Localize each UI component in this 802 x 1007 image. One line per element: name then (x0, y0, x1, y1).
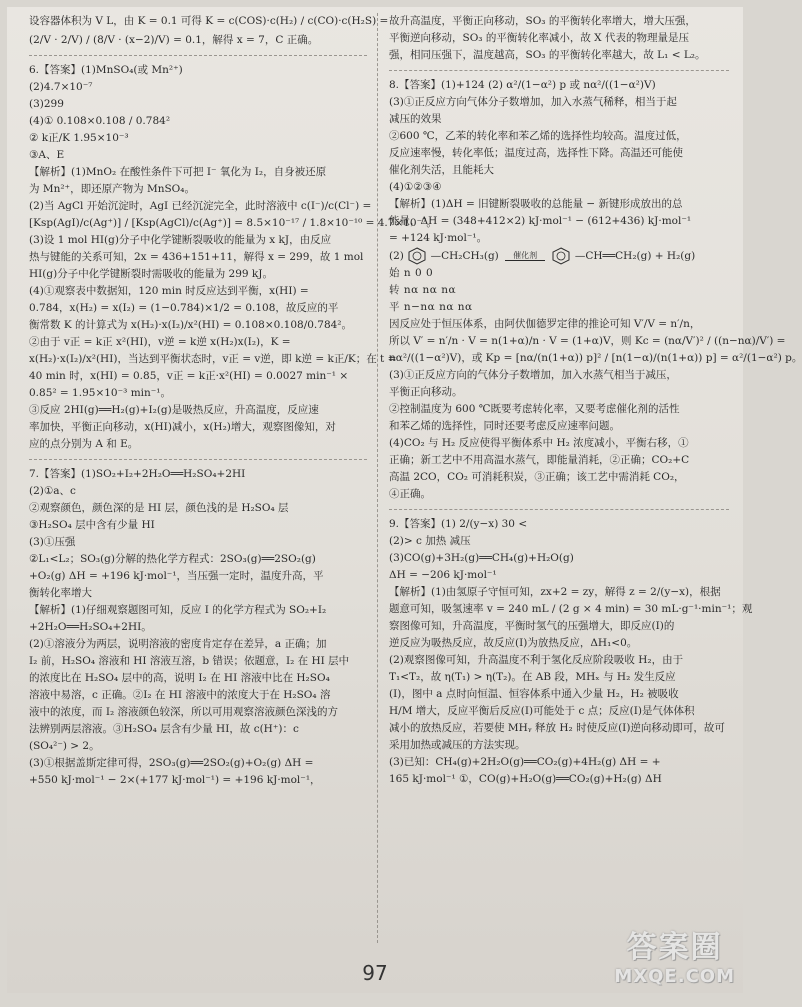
analysis-line: (4)CO₂ 与 H₂ 反应使得平衡体系中 H₂ 浓度减小，平衡右移，① (389, 437, 689, 449)
analysis-line: (2)①溶液分为两层，说明溶液的密度肯定存在差异，a 正确；加 (29, 638, 327, 650)
analysis-line: 的浓度比在 H₂SO₄ 层中的高，说明 I₂ 在 HI 溶液中比在 H₂SO₄ (29, 672, 330, 684)
analysis-line: (3)①根据盖斯定律可得，2SO₃(g)══2SO₂(g)+O₂(g) ΔH = (29, 757, 314, 769)
analysis-line: 40 min 时，x(HI) = 0.85，v正 = k正·x²(HI) = 0.0027 min⁻¹ × (29, 370, 349, 382)
analysis-line: 所以 V′ = n′/n · V = n(1+α)/n · V = (1+α)V，则 Kc = (nα/V′)² / ((n−nα)/V′) = (389, 335, 786, 347)
answer-line: ②600 ℃，乙苯的转化率和苯乙烯的选择性均较高。温度过低， (389, 130, 687, 142)
analysis-line: 165 kJ·mol⁻¹ ①，CO(g)+H₂O(g)══CO₂(g)+H₂(g) ΔH (389, 773, 662, 785)
analysis-line: (I)，图中 a 点时向恒温、恒容体系中通入少量 H₂，H₂ 被吸收 (389, 688, 679, 700)
right-column (389, 13, 802, 953)
watermark-logo-text: 答案圈 (626, 930, 723, 965)
answer-line: (4)① 0.108×0.108 / 0.784² (29, 115, 171, 127)
analysis-line: HI(g)分子中化学键断裂时需吸收的能量为 299 kJ。 (29, 268, 274, 280)
analysis-line: I₂ 前，H₂SO₄ 溶液和 HI 溶液互溶，b 错误；依题意，I₂ 在 HI 层中 (29, 655, 350, 667)
text-line: 平衡逆向移动，SO₃ 的平衡转化率减小，故 X 代表的物理量是压 (389, 32, 689, 44)
answer-line: ΔH = −206 kJ·mol⁻¹ (389, 569, 497, 581)
analysis-line: 减小的放热反应，若要使 MHᵧ 释放 H₂ 时使反应(I)逆向移动即可，故可 (389, 722, 725, 734)
answer-line: (3)①正反应方向气体分子数增加，加入水蒸气稀释，相当于起 (389, 96, 677, 108)
table-row: 始 n 0 0 (389, 267, 434, 279)
analysis-line: 液中的浓度，而 I₂ 溶液颜色较深，所以可用观察溶液颜色深浅的方 (29, 706, 339, 718)
analysis-line: 衡常数 K 的计算式为 x(H₂)·x(I₂)/x²(HI) = 0.108×0.108/0.784²。 (29, 319, 353, 331)
answer-line: 衡转化率增大 (29, 587, 92, 599)
section-separator (389, 70, 729, 71)
analysis-line: ③反应 2HI(g)══H₂(g)+I₂(g)是吸热反应，升高温度，反应速 (29, 404, 319, 416)
analysis-line: +550 kJ·mol⁻¹ − 2×(+177 kJ·mol⁻¹) = +196 kJ·mol⁻¹， (29, 774, 321, 786)
equilibrium-table (389, 265, 729, 316)
answer-line: (3)299 (29, 98, 64, 110)
analysis-line: (2)观察图像可知，升高温度不利于氢化反应阶段吸收 H₂，由于 (389, 654, 684, 666)
answer-line: (3)CO(g)+3H₂(g)══CH₄(g)+H₂O(g) (389, 552, 574, 564)
analysis-line: 【解析】(1)MnO₂ 在酸性条件下可把 I⁻ 氧化为 I₂，自身被还原 (29, 166, 327, 178)
analysis-line: (SO₄²⁻) > 2。 (29, 740, 100, 752)
reaction-arrow (505, 251, 545, 261)
table-row: 平 n−nα nα nα (389, 301, 473, 313)
question-7-answer-head: 7.【答案】(1)SO₂+I₂+2H₂O══H₂SO₄+2HI (29, 468, 246, 480)
answer-line: ③H₂SO₄ 层中含有少量 HI (29, 519, 155, 531)
analysis-line: 高温 2CO，CO₂ 可消耗积炭，③正确；该工艺中需消耗 CO₂， (389, 471, 685, 483)
answer-line: ③A、E (29, 149, 65, 161)
analysis-line: 【解析】(1)ΔH = 旧键断裂吸收的总能量 − 新键形成放出的总 (389, 198, 683, 210)
answer-line: (2)①a、c (29, 485, 76, 497)
text-line: (2/V · 2/V) / (8/V · (x−2)/V) = 0.1，解得 x = 7，C 正确。 (29, 34, 319, 46)
analysis-line: 【解析】(1)仔细观察题图可知，反应 I 的化学方程式为 SO₂+I₂ (29, 604, 327, 616)
analysis-line: 热与键能的关系可知，2x = 436+151+11，解得 x = 299，故 1 mol (29, 251, 364, 263)
answer-line: ②L₁<L₂；SO₃(g)分解的热化学方程式：2SO₃(g)══2SO₂(g) (29, 553, 316, 565)
analysis-line: (3)设 1 mol HI(g)分子中化学键断裂吸收的能量为 x kJ，由反应 (29, 234, 332, 246)
analysis-line: 率加快，平衡正向移动，x(HI)减小，x(H₂)增大，观察图像知，对 (29, 421, 336, 433)
question-9-answer-head: 9.【答案】(1) 2/(y−x) 30 < (389, 518, 528, 530)
column-divider (377, 13, 378, 943)
analysis-line: 0.784，x(H₂) = x(I₂) = (1−0.784)×1/2 = 0.108，故反应的平 (29, 302, 339, 314)
answer-line: ②观察颜色，颜色深的是 HI 层，颜色浅的是 H₂SO₄ 层 (29, 502, 289, 514)
section-separator (29, 459, 367, 460)
reaction-equation (389, 247, 729, 265)
analysis-line: 平衡正向移动。 (389, 386, 463, 398)
reactant-formula: —CH₂CH₃(g) (430, 250, 499, 262)
benzene-ring-icon (407, 247, 427, 265)
analysis-line: 察图像可知，升高温度，平衡时氢气的压强增大，即反应(I)的 (389, 620, 675, 632)
analysis-line: (3)已知：CH₄(g)+2H₂O(g)══CO₂(g)+4H₂(g) ΔH = + (389, 756, 661, 768)
text-line: 设容器体积为 V L，由 K = 0.1 可得 K = c(COS)·c(H₂) / c(CO)·c(H₂S) = (29, 15, 389, 27)
analysis-line: 【解析】(1)由氢原子守恒可知，zx+2 = zy，解得 z = 2/(y−x)，根据 (389, 586, 721, 598)
section-separator (389, 509, 729, 510)
site-watermark (614, 922, 735, 987)
analysis-line: 法辨别两层溶液。③H₂SO₄ 层含有少量 HI，故 c(H⁺)：c (29, 723, 299, 735)
analysis-line: ②控制温度为 600 ℃既要考虑转化率，又要考虑催化剂的活性 (389, 403, 680, 415)
benzene-ring-icon (551, 247, 571, 265)
analysis-line: = +124 kJ·mol⁻¹。 (389, 232, 488, 244)
analysis-line: +2H₂O══H₂SO₄+2HI。 (29, 621, 152, 633)
analysis-line: 逆反应为吸热反应，故反应(I)为放热反应，ΔH₁<0。 (389, 637, 638, 649)
analysis-line: 为 Mn²⁺，即还原产物为 MnSO₄。 (29, 183, 195, 195)
question-6-answer-head: 6.【答案】(1)MnSO₄(或 Mn²⁺) (29, 64, 183, 76)
analysis-line: H/M 增大，反应平衡后反应(I)可能处于 c 点；反应(I)是气体体积 (389, 705, 695, 717)
analysis-line: ②由于 v正 = k正 x²(HI)，v逆 = k逆 x(H₂)x(I₂)，K = (29, 336, 291, 348)
question-8-answer-head: 8.【答案】(1)+124 (2) α²/(1−α²) p 或 nα²/((1−α²)V) (389, 79, 656, 91)
answer-line: (2)> c 加热 减压 (389, 535, 471, 547)
answer-line: (2)4.7×10⁻⁷ (29, 81, 93, 93)
table-row: 转 nα nα nα (389, 284, 457, 296)
answer-line: 反应速率慢，转化率低；温度过高，选择性下降。高温还可能使 (389, 147, 683, 159)
analysis-line: (2)当 AgCl 开始沉淀时，AgI 已经沉淀完全，此时溶液中 c(I⁻)/c(Cl⁻) = (29, 200, 372, 212)
answer-line: +O₂(g) ΔH = +196 kJ·mol⁻¹，当压强一定时，温度升高，平 (29, 570, 324, 582)
analysis-line: (3)①正反应方向的气体分子数增加，加入水蒸气相当于减压， (389, 369, 677, 381)
analysis-line: 因反应处于恒压体系，由阿伏伽德罗定律的推论可知 V′/V = n′/n， (389, 318, 701, 330)
page-number: 97 (362, 961, 388, 985)
analysis-line: 0.85² = 1.95×10⁻³ min⁻¹。 (29, 387, 172, 399)
section-separator (29, 55, 367, 56)
watermark-url: MXQE.COM (614, 966, 735, 987)
analysis-line: 题意可知，吸氢速率 v = 240 mL / (2 g × 4 min) = 30 mL·g⁻¹·min⁻¹；观 (389, 603, 753, 615)
analysis-line: 采用加热或减压的方法实现。 (389, 739, 526, 751)
product-formula: —CH══CH₂(g) + H₂(g) (574, 250, 696, 262)
text-line: 故升高温度，平衡正向移动，SO₃ 的平衡转化率增大，增大压强， (389, 15, 696, 27)
answer-line: (4)①②③④ (389, 181, 442, 193)
analysis-line: x(H₂)·x(I₂)/x²(HI)，当达到平衡状态时，v正 = v逆，即 k逆 = k正/K；在 t = (29, 353, 397, 365)
analysis-line: (4)①观察表中数据知，120 min 时反应达到平衡，x(HI) = (29, 285, 309, 297)
reaction-label: (2) (389, 250, 404, 262)
text-line: 强，相同压强下，温度越高，SO₃ 的平衡转化率越大，故 L₁ < L₂。 (389, 49, 706, 61)
analysis-line: [Ksp(AgI)/c(Ag⁺)] / [Ksp(AgCl)/c(Ag⁺)] = 8.5×10⁻¹⁷ / 1.8×10⁻¹⁰ = 4.7×10⁻⁷。 (29, 217, 437, 229)
analysis-line: 溶液中易溶，c 正确。②I₂ 在 HI 溶液中的浓度大于在 H₂SO₄ 溶 (29, 689, 331, 701)
analysis-line: T₁<T₂，故 η(T₁) > η(T₂)。在 AB 段，MHₓ 与 H₂ 发生反应 (389, 671, 676, 683)
analysis-line: nα²/((1−α²)V)，或 Kp = [nα/(n(1+α)) p]² / [n(1−α)/(n(1+α)) p] = α²/(1−α²) p。 (389, 352, 802, 364)
answer-line: ② k正/K 1.95×10⁻³ (29, 132, 129, 144)
catalyst-label: 催化剂 (513, 251, 538, 260)
answer-line: 催化剂失活，且能耗大 (389, 164, 494, 176)
analysis-line: 正确；新工艺中不用高温水蒸气，即能量消耗，②正确；CO₂+C (389, 454, 690, 466)
answer-line: (3)①压强 (29, 536, 76, 548)
analysis-line: 应的点分别为 A 和 E。 (29, 438, 139, 450)
analysis-line: 能量，ΔH = (348+412×2) kJ·mol⁻¹ − (612+436) kJ·mol⁻¹ (389, 215, 692, 227)
textbook-page (7, 7, 802, 993)
arrow-line (505, 260, 545, 261)
analysis-line: 和苯乙烯的选择性，同时还要考虑反应速率问题。 (389, 420, 620, 432)
answer-line: 减压的效果 (389, 113, 442, 125)
analysis-line: ④正确。 (389, 488, 431, 500)
